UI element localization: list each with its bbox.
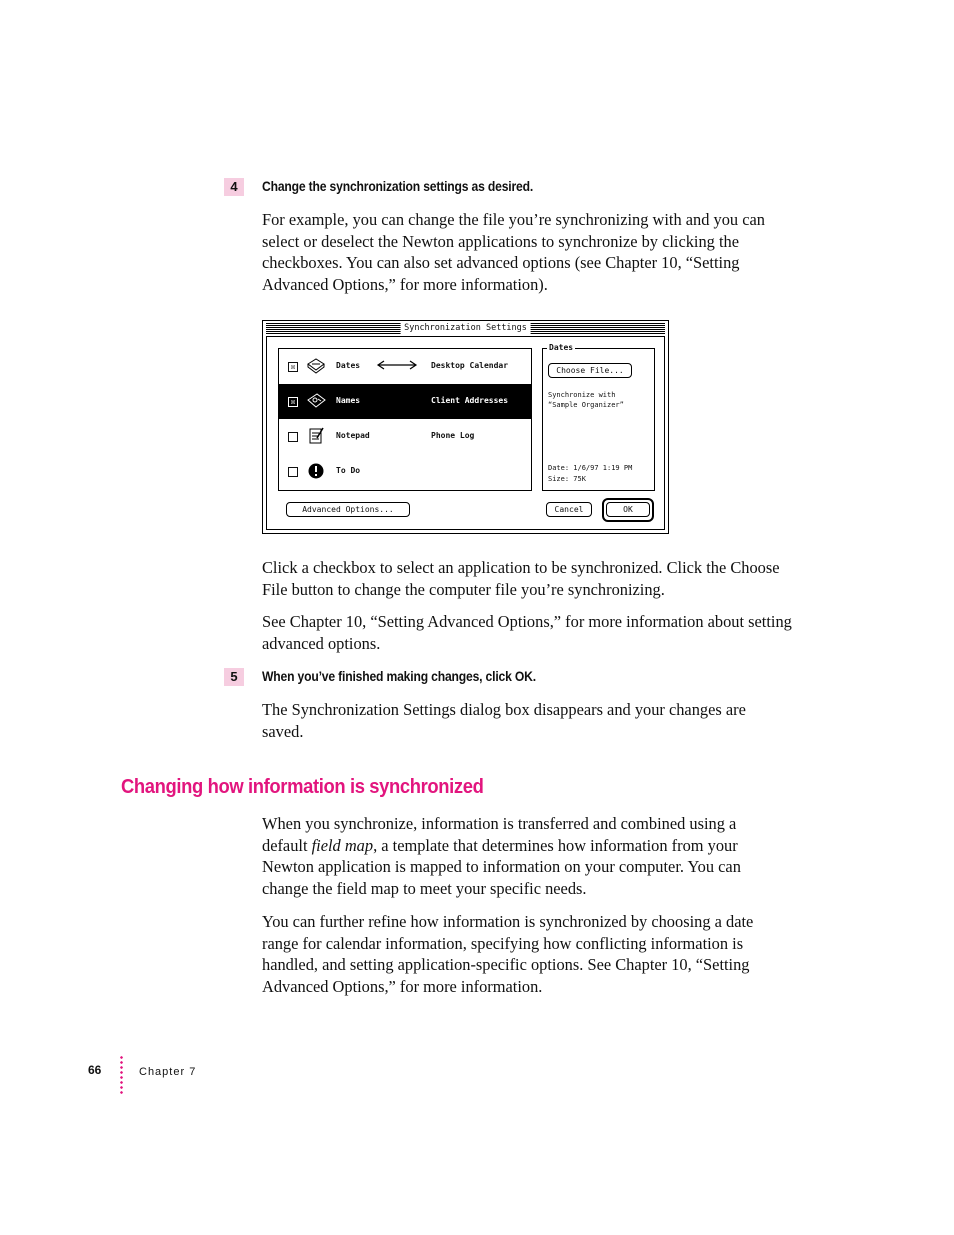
sync-with-label: Synchronize with <box>548 391 616 399</box>
app-checkbox[interactable]: ☒ <box>288 397 298 407</box>
app-name: Notepad <box>336 431 370 440</box>
step-number-badge: 5 <box>224 668 244 686</box>
step-instruction: Change the synchronization settings as desired. <box>262 179 534 194</box>
advanced-options-button[interactable]: Advanced Options... <box>286 502 410 517</box>
body-paragraph: You can further refine how information is synchronized by choosing a date range for calendar information, specifying how conflicting information is handled, and setting application-specific options. See Chapter 10, “Setting Advanced Options,” for more information. <box>262 912 754 996</box>
cancel-button[interactable]: Cancel <box>546 502 592 517</box>
footer-dotted-rule <box>120 1055 123 1095</box>
app-name: To Do <box>336 466 361 475</box>
app-checkbox[interactable] <box>288 467 298 477</box>
dialog-title-bar <box>266 323 665 334</box>
paragraph-text: When you synchronize, information is transferred and combined using a default <box>262 814 737 855</box>
body-paragraph: Click a checkbox to select an application to be synchronized. Click the Choose File button to change the computer file you’re synchronizing. <box>262 558 780 599</box>
desktop-target-name: Client Addresses <box>431 396 509 405</box>
synchronization-settings-dialog <box>262 320 669 534</box>
desktop-target-name: Desktop Calendar <box>431 361 509 370</box>
notepad-icon <box>306 427 326 445</box>
app-name: Dates <box>336 361 361 370</box>
chapter-label: Chapter 7 <box>139 1066 197 1078</box>
app-checkbox[interactable]: ☒ <box>288 362 298 372</box>
file-size: Size: 75K <box>548 475 586 483</box>
dates-panel-label: Dates <box>549 343 574 352</box>
choose-file-button[interactable]: Choose File... <box>548 363 632 378</box>
app-checkbox[interactable] <box>288 432 298 442</box>
step-number-badge: 4 <box>224 178 244 196</box>
app-row-todo[interactable] <box>279 454 531 489</box>
dialog-title: Synchronization Settings <box>400 322 531 334</box>
app-row-notepad[interactable] <box>279 419 531 454</box>
app-row-names[interactable] <box>279 384 531 419</box>
app-name: Names <box>336 396 361 405</box>
emphasized-term: field map <box>311 835 374 855</box>
page-number: 66 <box>88 1063 102 1077</box>
two-way-arrow-icon <box>376 359 418 371</box>
section-heading: Changing how information is synchronized <box>121 776 484 798</box>
body-paragraph: For example, you can change the file you’re synchronizing with and you can select or deselect the Newton applications to synchronize by clicking the checkboxes. You can also set advanced options (see Chapter 10, “Setting Advanced Options,” for more information). <box>262 210 765 294</box>
file-date: Date: 1/6/97 1:19 PM <box>548 464 633 472</box>
body-paragraph <box>262 813 782 899</box>
calendar-icon <box>306 357 326 375</box>
step-instruction: When you’ve finished making changes, click OK. <box>262 669 536 684</box>
body-paragraph: See Chapter 10, “Setting Advanced Options,” for more information about setting advanced options. <box>262 612 792 653</box>
names-card-icon <box>306 392 326 410</box>
sync-file-name: “Sample Organizer” <box>548 401 624 409</box>
desktop-target-name: Phone Log <box>431 431 475 440</box>
body-paragraph: The Synchronization Settings dialog box disappears and your changes are saved. <box>262 700 746 741</box>
paragraph-text: , a template that determines how information from your Newton application is mapped to information on your computer. You can change the field map to meet your specific needs. <box>262 835 741 898</box>
app-row-dates[interactable] <box>279 349 531 384</box>
application-list <box>278 348 532 491</box>
ok-button[interactable]: OK <box>606 502 650 517</box>
todo-exclamation-icon <box>306 462 326 480</box>
